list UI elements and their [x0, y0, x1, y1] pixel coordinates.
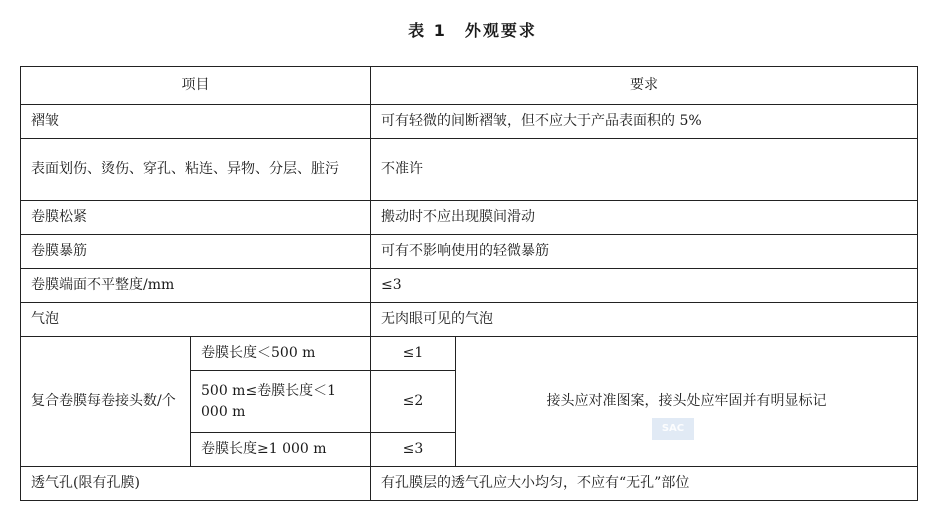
table-row — [21, 235, 918, 269]
row-requirement: 可有轻微的间断褶皱，但不应大于产品表面积的 5% — [371, 105, 918, 139]
table-row — [21, 467, 918, 501]
table-row — [21, 105, 918, 139]
row-item: 表面划伤、烫伤、穿孔、粘连、异物、分层、脏污 — [21, 139, 371, 201]
joint-item: 复合卷膜每卷接头数/个 — [21, 337, 191, 467]
row-requirement: 有孔膜层的透气孔应大小均匀，不应有“无孔”部位 — [371, 467, 918, 501]
row-item: 气泡 — [21, 303, 371, 337]
row-item: 卷膜暴筋 — [21, 235, 371, 269]
joint-count-value: ≤1 — [371, 337, 456, 371]
header-item: 项目 — [21, 67, 371, 105]
table-row — [21, 139, 918, 201]
row-requirement: 不准许 — [371, 139, 918, 201]
joint-count-value: ≤2 — [371, 371, 456, 433]
table-row — [21, 201, 918, 235]
joint-length-condition: 500 m≤卷膜长度＜1 000 m — [191, 371, 371, 433]
row-item: 透气孔(限有孔膜) — [21, 467, 371, 501]
row-requirement: ≤3 — [371, 269, 918, 303]
table-header-row — [21, 67, 918, 105]
table-title: 表 1 外观要求 — [408, 21, 537, 40]
joint-length-condition: 卷膜长度≥1 000 m — [191, 433, 371, 467]
row-requirement: 无肉眼可见的气泡 — [371, 303, 918, 337]
table-row — [21, 303, 918, 337]
joint-length-condition: 卷膜长度＜500 m — [191, 337, 371, 371]
watermark-logo: SAC — [652, 418, 694, 440]
row-item: 卷膜端面不平整度/mm — [21, 269, 371, 303]
table-row — [21, 337, 918, 371]
row-requirement: 可有不影响使用的轻微暴筋 — [371, 235, 918, 269]
joint-requirement: 接头应对准图案，接头处应牢固并有明显标记 — [456, 337, 918, 467]
row-requirement: 搬动时不应出现膜间滑动 — [371, 201, 918, 235]
row-item: 褶皱 — [21, 105, 371, 139]
appearance-requirements-table — [20, 66, 918, 501]
joint-count-value: ≤3 — [371, 433, 456, 467]
table-row — [21, 269, 918, 303]
header-requirement: 要求 — [371, 67, 918, 105]
row-item: 卷膜松紧 — [21, 201, 371, 235]
